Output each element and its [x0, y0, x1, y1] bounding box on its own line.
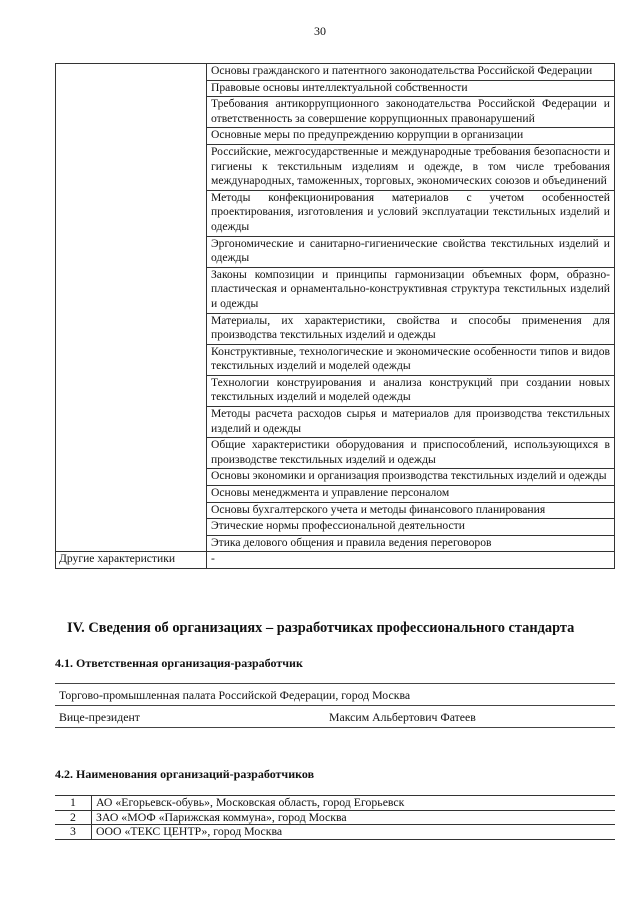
knowledge-item: Методы конфекционирования материалов с учетом особенностей проектирования, изготовления и условий эксплуатации текстильных изделий и одежды — [207, 190, 615, 236]
developer-number: 3 — [55, 825, 92, 840]
knowledge-item: Основы экономики и организация производства текстильных изделий и одежды — [207, 469, 615, 486]
developer-name: ООО «ТЕКС ЦЕНТР», город Москва — [92, 825, 616, 840]
developer-row — [55, 825, 615, 840]
other-characteristics-value: - — [207, 552, 615, 569]
other-characteristics-label: Другие характеристики — [56, 552, 207, 569]
signatory-name: Максим Альбертович Фатеев — [329, 710, 476, 724]
knowledge-item: Общие характеристики оборудования и приспособлений, использующихся в производстве текстильных изделий и одежды — [207, 438, 615, 469]
knowledge-label-cell — [56, 64, 207, 552]
required-knowledge-table — [55, 63, 615, 569]
developer-number: 2 — [55, 810, 92, 825]
developer-name: ЗАО «МОФ «Парижская коммуна», город Москва — [92, 810, 616, 825]
knowledge-item: Правовые основы интеллектуальной собственности — [207, 80, 615, 97]
knowledge-item: Основы гражданского и патентного законодательства Российской Федерации — [207, 64, 615, 81]
knowledge-item: Этика делового общения и правила ведения переговоров — [207, 535, 615, 552]
developer-row — [55, 810, 615, 825]
page-number: 30 — [314, 24, 326, 38]
signatory-line — [55, 705, 615, 728]
knowledge-item: Конструктивные, технологические и экономические особенности типов и видов текстильных изделий и моделей одежды — [207, 344, 615, 375]
knowledge-item: Законы композиции и принципы гармонизации объемных форм, образно-пластическая и орнаментально-конструктивная структура текстильных изделий и одежды — [207, 267, 615, 313]
responsible-organization-heading: 4.1. Ответственная организация-разработчик — [55, 656, 303, 670]
knowledge-item: Технологии конструирования и анализа конструкций при создании новых текстильных изделий и моделей одежды — [207, 375, 615, 406]
developer-organizations-heading: 4.2. Наименования организаций-разработчиков — [55, 767, 315, 781]
developer-number: 1 — [55, 796, 92, 811]
responsible-organization-block — [55, 683, 615, 728]
knowledge-row — [56, 64, 615, 81]
other-characteristics-row — [56, 552, 615, 569]
developer-organizations-table — [55, 795, 615, 840]
knowledge-item: Методы расчета расходов сырья и материалов для производства текстильных изделий и одежды — [207, 407, 615, 438]
organization-name-line — [55, 683, 615, 705]
developer-row — [55, 796, 615, 811]
knowledge-item: Российские, межгосударственные и международные требования безопасности и гигиены к текстильным изделиям и одежде, в том числе требования международных, таможенных, торговых, экономических союзов и объединений — [207, 144, 615, 190]
knowledge-item: Этические нормы профессиональной деятельности — [207, 519, 615, 536]
developer-name: АО «Егорьевск-обувь», Московская область, город Егорьевск — [92, 796, 616, 811]
organization-name: Торгово-промышленная палата Российской Федерации, город Москва — [59, 688, 411, 702]
knowledge-item: Эргономические и санитарно-гигиенические свойства текстильных изделий и одежды — [207, 236, 615, 267]
section-title: IV. Сведения об организациях – разработчиках профессионального стандарта — [67, 620, 575, 636]
signatory-position: Вице-президент — [59, 710, 140, 724]
knowledge-item: Материалы, их характеристики, свойства и способы применения для производства текстильных изделий и одежды — [207, 313, 615, 344]
knowledge-item: Требования антикоррупционного законодательства Российской Федерации и ответственность за совершение коррупционных правонарушений — [207, 97, 615, 128]
knowledge-item: Основы бухгалтерского учета и методы финансового планирования — [207, 502, 615, 519]
knowledge-item: Основы менеджмента и управление персоналом — [207, 486, 615, 503]
knowledge-item: Основные меры по предупреждению коррупции в организации — [207, 128, 615, 145]
